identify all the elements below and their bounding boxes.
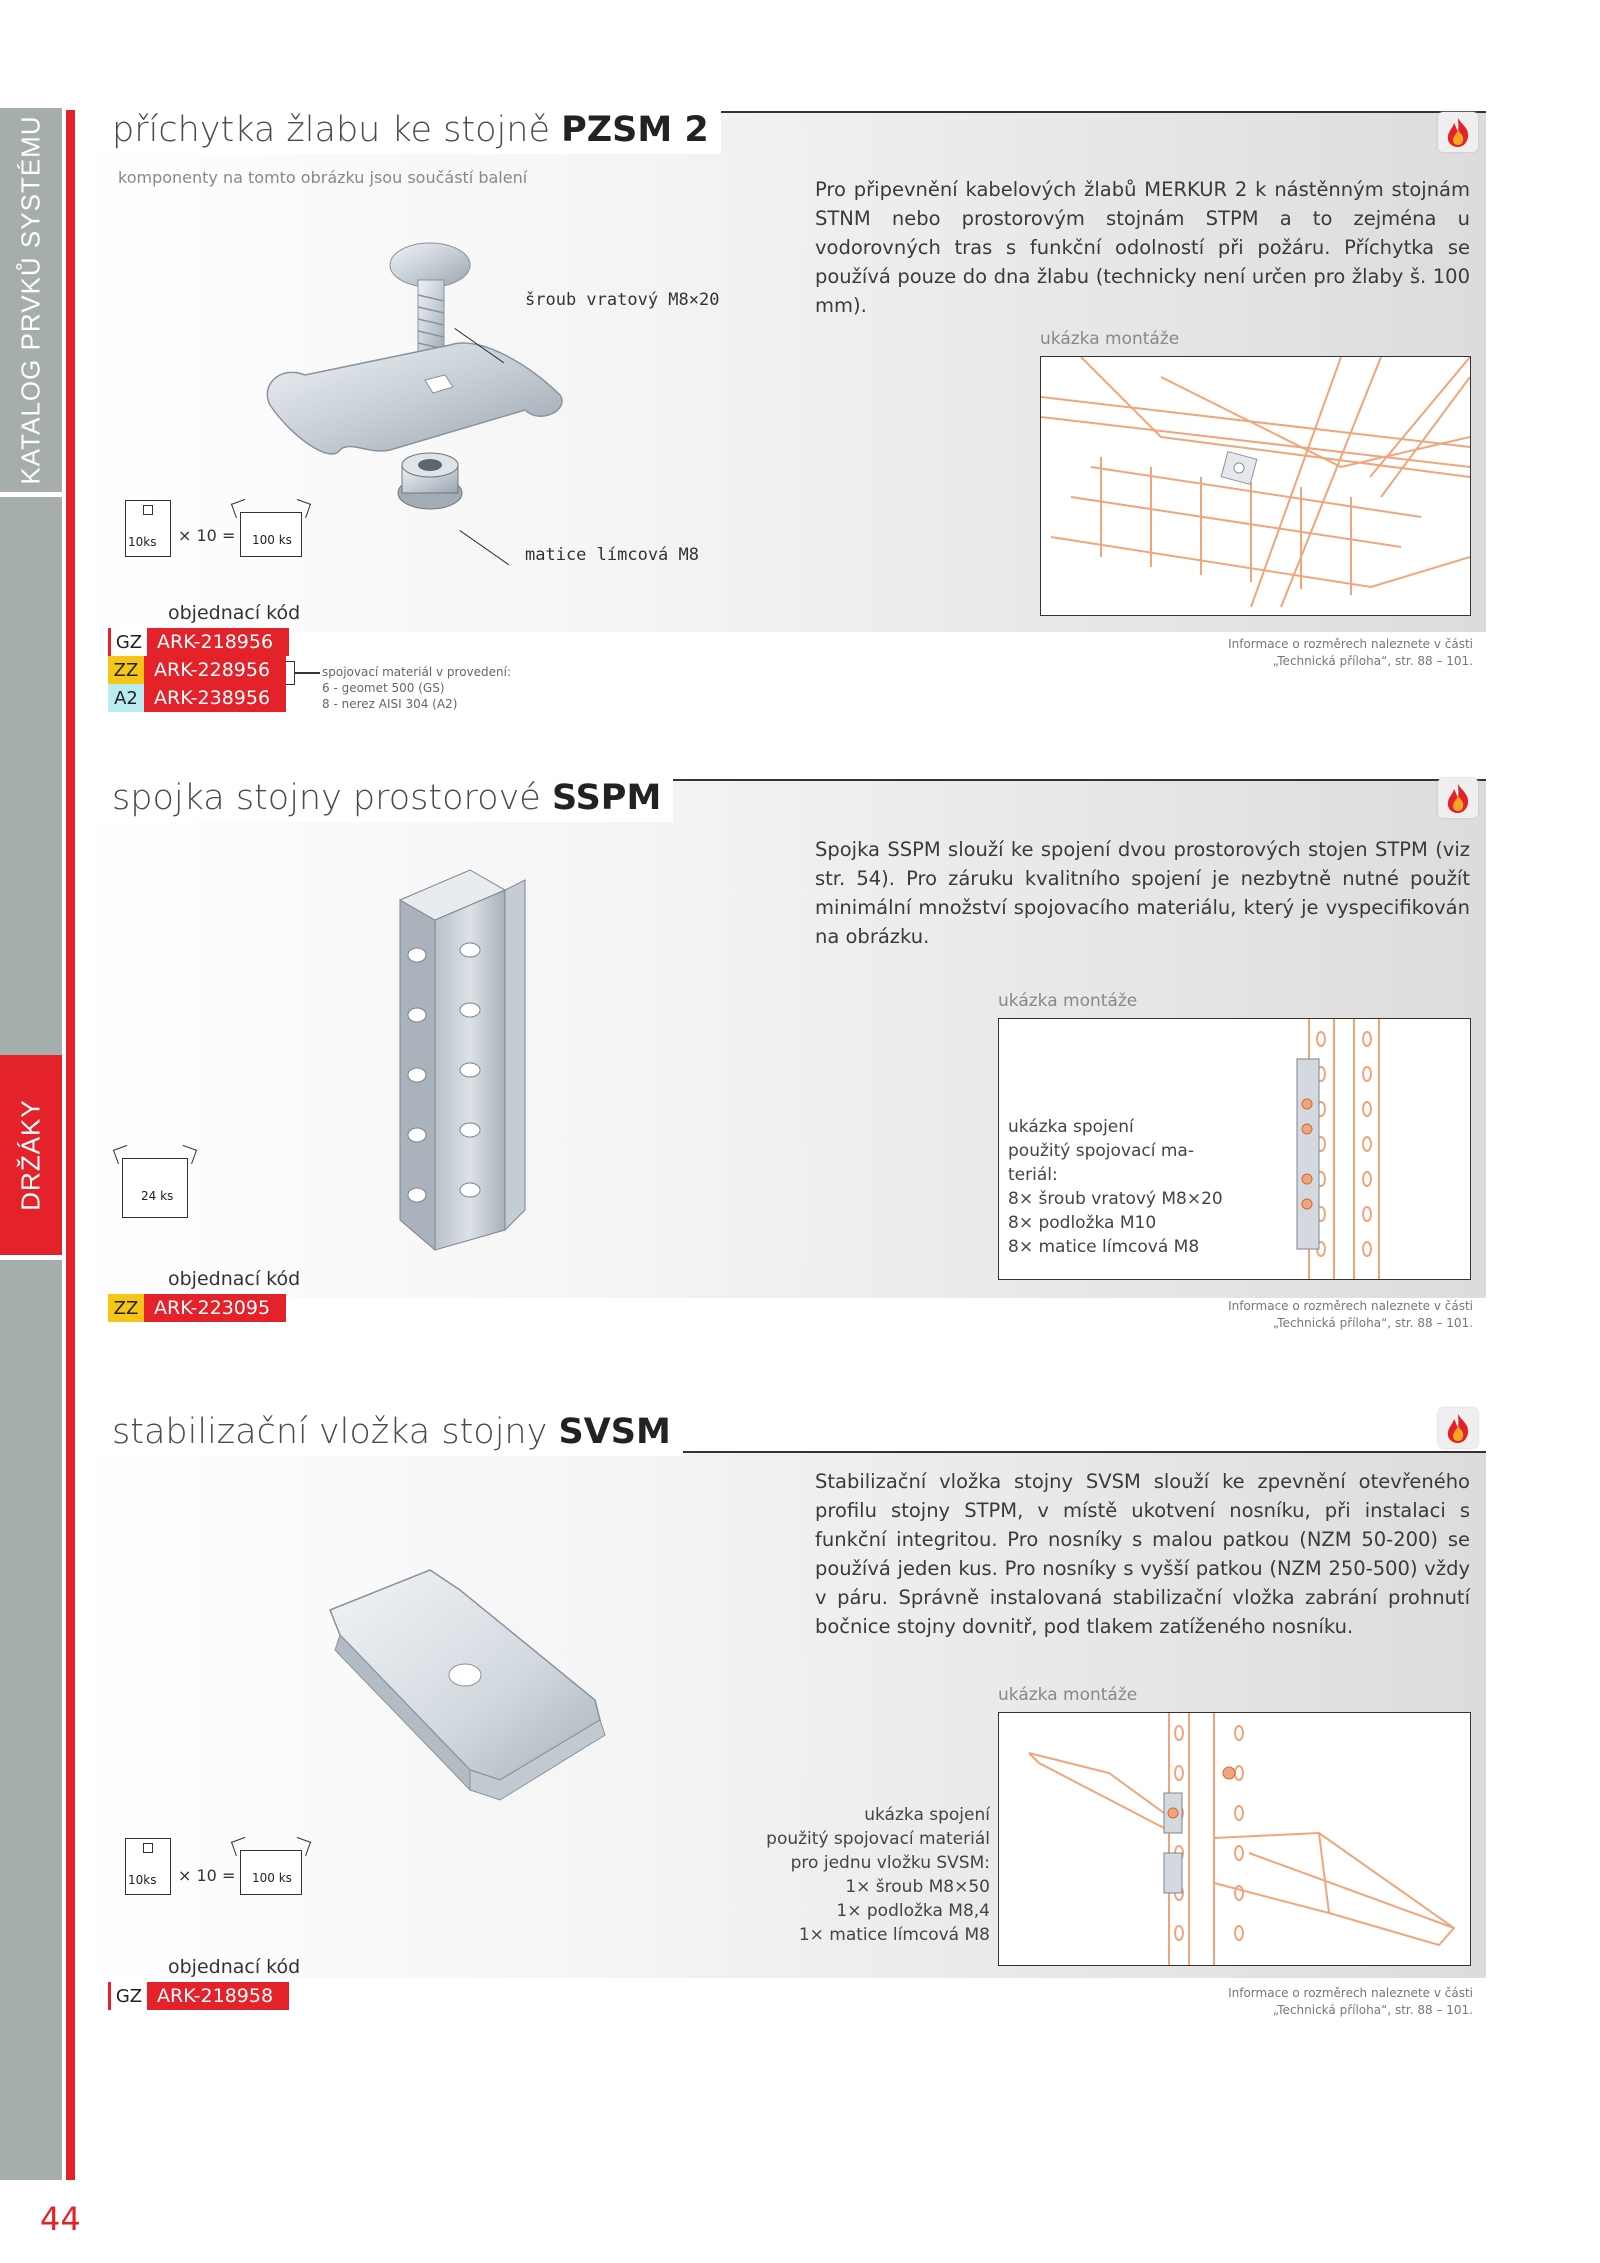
pzsm-order-codes <box>108 628 289 712</box>
spec-line: teriál: <box>1008 1165 1058 1185</box>
sspm-product-image <box>385 850 545 1270</box>
material-bracket-line <box>294 672 320 674</box>
order-code: ARK-228956 <box>144 656 286 684</box>
order-code: ARK-218956 <box>147 628 289 656</box>
pzsm-product-image <box>250 235 600 545</box>
svsm-connection-spec <box>745 1803 990 1947</box>
red-rule <box>66 110 75 2180</box>
pzsm-demo-box <box>1040 356 1471 616</box>
pzsm-demo-label: ukázka montáže <box>1040 329 1180 349</box>
order-row-zz <box>108 656 289 684</box>
svsm-pack-box <box>240 1850 302 1895</box>
finish-badge-gz: GZ <box>108 628 147 656</box>
info-line: Informace o rozměrech naleznete v části <box>1228 1299 1473 1313</box>
sspm-order-label: objednací kód <box>168 1268 301 1290</box>
bolt-label: šroub vratový M8×20 <box>525 290 720 310</box>
spec-line: ukázka spojení <box>864 1805 990 1825</box>
pzsm-title <box>76 108 721 154</box>
info-line: „Technická příloha“, str. 88 – 101. <box>1272 654 1473 668</box>
spec-line: 8× šroub vratový M8×20 <box>1008 1189 1223 1209</box>
spec-line: použitý spojovací ma- <box>1008 1141 1194 1161</box>
order-code: ARK-238956 <box>144 684 286 712</box>
sspm-title-bold: SSPM <box>551 778 662 818</box>
spec-line: 8× podložka M10 <box>1008 1213 1157 1233</box>
spec-line: ukázka spojení <box>1008 1117 1134 1137</box>
info-line: Informace o rozměrech naleznete v části <box>1228 1986 1473 2000</box>
sspm-title-light: spojka stojny prostorové <box>112 778 552 818</box>
svsm-pack-multiplier: × 10 = <box>178 1866 236 1885</box>
order-row-zz <box>108 1294 286 1322</box>
pzsm-pack-small-label: 10ks <box>128 535 157 549</box>
pzsm-title-bold: PZSM 2 <box>561 110 709 150</box>
finish-badge-gz: GZ <box>108 1982 147 2010</box>
nut-label: matice límcová M8 <box>525 545 699 565</box>
sspm-pack-box <box>122 1158 188 1218</box>
spec-line: 8× matice límcová M8 <box>1008 1237 1200 1257</box>
info-line: Informace o rozměrech naleznete v části <box>1228 637 1473 651</box>
sspm-connection-spec <box>1008 1115 1223 1259</box>
sidebar-gray-band <box>0 497 62 1055</box>
order-code: ARK-218958 <box>147 1982 289 2010</box>
svsm-product-image <box>320 1560 620 1820</box>
section-label: DRŽÁKY <box>15 1099 46 1211</box>
spec-line: pro jednu vložku SVSM: <box>790 1853 990 1873</box>
pzsm-material-note <box>322 664 511 712</box>
sidebar-gray-band-lower <box>0 1260 62 2180</box>
spec-line: 1× podložka M8,4 <box>836 1901 990 1921</box>
pzsm-info-note <box>1100 636 1473 670</box>
page-number: 44 <box>40 2200 81 2238</box>
info-line: „Technická příloha“, str. 88 – 101. <box>1272 1316 1473 1330</box>
svsm-description: Stabilizační vložka stojny SVSM slouží ke zpevnění otevřeného profilu stojny STPM, v místě ukotvení nosníku, při instalaci s funkční integritou. Pro nosníky s malou patkou (NZM 50-200) se používá jeden kus. Pro nosníky s vyšší patkou (NZM 250-500) vždy v páru. Správně instalovaná stabilizační vložka zabrání prohnutí bočnice stojny dovnitř, pod tlakem zatíženého nosníku. <box>815 1470 1470 1638</box>
material-note-line: 8 - nerez AISI 304 (A2) <box>322 697 458 711</box>
sidebar-section-tab <box>0 1055 62 1255</box>
sspm-demo-label: ukázka montáže <box>998 991 1138 1011</box>
pzsm-demo-drawing <box>1041 357 1470 615</box>
svsm-title <box>76 1410 683 1456</box>
finish-badge-a2: A2 <box>108 684 144 712</box>
sidebar-catalog-tab <box>0 108 62 492</box>
material-note-line: 6 - geomet 500 (GS) <box>322 681 445 695</box>
spec-line: 1× šroub M8×50 <box>845 1877 990 1897</box>
svsm-pack-big-label: 100 ks <box>252 1871 292 1885</box>
fire-resistance-icon <box>1438 778 1478 818</box>
fire-resistance-icon <box>1438 112 1478 152</box>
material-note-line: spojovací materiál v provedení: <box>322 665 511 679</box>
order-code: ARK-223095 <box>144 1294 286 1322</box>
finish-badge-zz: ZZ <box>108 1294 144 1322</box>
pzsm-pack-small <box>125 500 171 557</box>
order-row-a2 <box>108 684 289 712</box>
pzsm-pack-big-label: 100 ks <box>252 533 292 547</box>
sspm-description: Spojka SSPM slouží ke spojení dvou prostorových stojen STPM (viz str. 54). Pro záruku kvalitního spojení je nezbytně nutné použít minimální množství spojovacího materiálu, který je vyspecifikován na obrázku. <box>815 838 1470 948</box>
svsm-pack-small-label: 10ks <box>128 1873 157 1887</box>
spec-line: použitý spojovací materiál <box>766 1829 990 1849</box>
pzsm-components-note: komponenty na tomto obrázku jsou součástí balení <box>118 168 528 187</box>
pzsm-order-label: objednací kód <box>168 602 301 624</box>
order-row-gz <box>108 628 289 656</box>
sspm-info-note <box>1100 1298 1473 1332</box>
svsm-pack-small <box>125 1838 171 1895</box>
svsm-title-light: stabilizační vložka stojny <box>112 1412 559 1452</box>
spec-line: 1× matice límcová M8 <box>798 1925 990 1945</box>
svsm-demo-label: ukázka montáže <box>998 1685 1138 1705</box>
svsm-title-bold: SVSM <box>558 1412 671 1452</box>
svsm-demo-drawing <box>999 1713 1470 1965</box>
sspm-demo-drawing <box>1289 1019 1399 1279</box>
pzsm-description: Pro připevnění kabelových žlabů MERKUR 2 k nástěnným stojnám STNM nebo prostorovým stojnám STPM a to zejména u vodorovných tras s funkční odolností při požáru. Příchytka se používá pouze do dna žlabu (technicky není určen pro žlaby š. 100 mm). <box>815 178 1470 317</box>
sspm-pack-big-label: 24 ks <box>141 1189 174 1203</box>
svsm-demo-box <box>998 1712 1471 1966</box>
pzsm-pack-multiplier: × 10 = <box>178 526 236 545</box>
svsm-order-label: objednací kód <box>168 1956 301 1978</box>
sspm-title <box>76 776 673 822</box>
pack-small-clip-icon <box>143 505 153 515</box>
pack-small-clip-icon <box>143 1843 153 1853</box>
finish-badge-zz: ZZ <box>108 656 144 684</box>
catalog-label: KATALOG PRVKŮ SYSTÉMU <box>15 115 46 485</box>
svsm-info-note <box>1100 1985 1473 2019</box>
fire-resistance-icon <box>1438 1408 1478 1448</box>
pzsm-pack-box <box>240 512 302 557</box>
info-line: „Technická příloha“, str. 88 – 101. <box>1272 2003 1473 2017</box>
pzsm-title-light: příchytka žlabu ke stojně <box>112 110 562 150</box>
order-row-gz <box>108 1982 289 2010</box>
